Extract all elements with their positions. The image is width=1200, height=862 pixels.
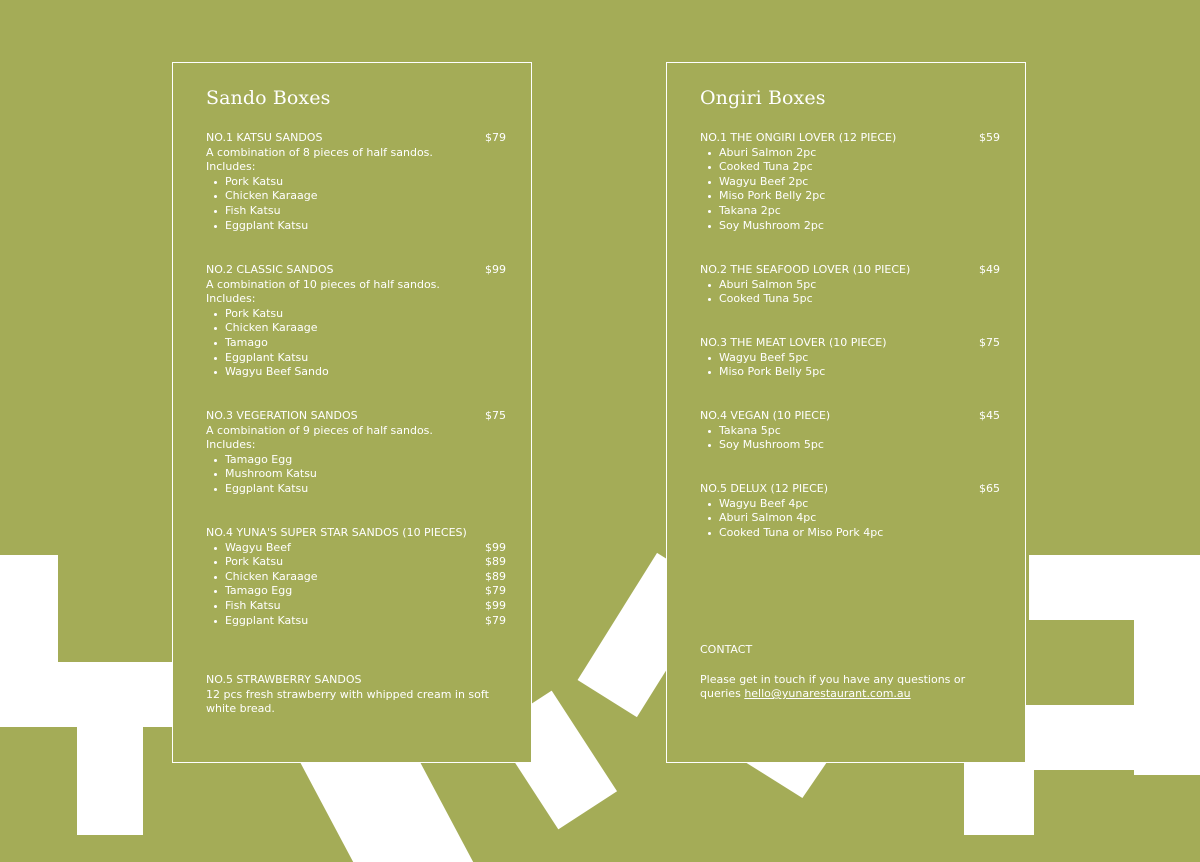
list-item xyxy=(206,614,506,629)
item-list xyxy=(700,497,1000,541)
sando-item-2 xyxy=(206,263,506,380)
item-name: NO.5 DELUX (12 PIECE) xyxy=(700,482,829,495)
item-name: NO.3 THE MEAT LOVER (10 PIECE) xyxy=(700,336,887,349)
list-item: Aburi Salmon 2pc xyxy=(700,146,1000,161)
sando-item-4 xyxy=(206,526,506,628)
list-item xyxy=(206,570,506,585)
list-item: Eggplant Katsu xyxy=(206,482,506,497)
item-list xyxy=(700,424,1000,453)
list-item: Cooked Tuna or Miso Pork 4pc xyxy=(700,526,1000,541)
sando-item-5 xyxy=(206,673,506,717)
list-item xyxy=(206,555,506,570)
list-item-price: $99 xyxy=(485,598,506,612)
ongiri-boxes-title: Ongiri Boxes xyxy=(700,87,826,109)
list-item: Wagyu Beef 2pc xyxy=(700,175,1000,190)
list-item: Chicken Karaage xyxy=(206,189,506,204)
ongiri-boxes-panel xyxy=(666,62,1026,763)
sando-item-3 xyxy=(206,409,506,497)
list-item: Chicken Karaage xyxy=(206,321,506,336)
list-item: Tamago xyxy=(206,336,506,351)
item-list xyxy=(206,541,506,629)
item-price: $99 xyxy=(485,263,506,276)
item-price: $59 xyxy=(979,131,1000,144)
item-description: 12 pcs fresh strawberry with whipped cream in soft white bread. xyxy=(206,687,489,716)
sando-boxes-title: Sando Boxes xyxy=(206,87,331,109)
item-list xyxy=(700,146,1000,234)
list-item: Takana 5pc xyxy=(700,424,1000,439)
decorative-shape xyxy=(77,727,143,835)
decorative-shape xyxy=(0,662,175,727)
ongiri-item-3 xyxy=(700,336,1000,380)
list-item-price: $89 xyxy=(485,569,506,583)
list-item-price: $99 xyxy=(485,540,506,554)
list-item: Wagyu Beef 5pc xyxy=(700,351,1000,366)
item-includes-label: Includes: xyxy=(206,292,256,306)
list-item: Takana 2pc xyxy=(700,204,1000,219)
item-name: NO.4 VEGAN (10 PIECE) xyxy=(700,409,831,422)
ongiri-item-1 xyxy=(700,131,1000,233)
list-item xyxy=(206,584,506,599)
list-item: Pork Katsu xyxy=(206,175,506,190)
list-item: Wagyu Beef 4pc xyxy=(700,497,1000,512)
list-item: Eggplant Katsu xyxy=(206,351,506,366)
list-item xyxy=(206,541,506,556)
list-item-label: Pork Katsu xyxy=(225,555,284,569)
list-item-price: $79 xyxy=(485,584,506,598)
list-item: Soy Mushroom 2pc xyxy=(700,219,1000,234)
item-description: A combination of 8 pieces of half sandos. xyxy=(206,145,433,159)
item-name: NO.1 KATSU SANDOS xyxy=(206,131,323,144)
item-list xyxy=(206,175,506,233)
item-list xyxy=(700,278,1000,307)
item-includes-label: Includes: xyxy=(206,160,256,174)
ongiri-item-2 xyxy=(700,263,1000,307)
list-item: Eggplant Katsu xyxy=(206,219,506,234)
list-item-label: Tamago Egg xyxy=(225,584,293,598)
item-includes-label: Includes: xyxy=(206,438,256,452)
item-name: NO.2 THE SEAFOOD LOVER (10 PIECE) xyxy=(700,263,911,276)
list-item: Miso Pork Belly 5pc xyxy=(700,365,1000,380)
sando-item-1 xyxy=(206,131,506,233)
list-item: Fish Katsu xyxy=(206,204,506,219)
list-item-label: Eggplant Katsu xyxy=(225,613,309,627)
list-item-price: $79 xyxy=(485,613,506,627)
item-description: A combination of 10 pieces of half sandos. xyxy=(206,277,440,291)
list-item-label: Wagyu Beef xyxy=(225,540,291,554)
contact-text: Please get in touch if you have any questions or queries xyxy=(700,672,966,701)
list-item-label: Fish Katsu xyxy=(225,598,281,612)
item-list xyxy=(700,351,1000,380)
list-item: Aburi Salmon 4pc xyxy=(700,511,1000,526)
item-price: $49 xyxy=(979,263,1000,276)
list-item: Mushroom Katsu xyxy=(206,467,506,482)
sando-boxes-panel xyxy=(172,62,532,763)
list-item: Cooked Tuna 2pc xyxy=(700,160,1000,175)
list-item: Tamago Egg xyxy=(206,453,506,468)
contact-section xyxy=(700,643,1000,702)
item-price: $65 xyxy=(979,482,1000,495)
list-item xyxy=(206,599,506,614)
item-name: NO.1 THE ONGIRI LOVER (12 PIECE) xyxy=(700,131,897,144)
decorative-shape xyxy=(745,762,827,798)
item-price: $75 xyxy=(485,409,506,422)
list-item: Soy Mushroom 5pc xyxy=(700,438,1000,453)
ongiri-item-5 xyxy=(700,482,1000,540)
list-item-price: $89 xyxy=(485,555,506,569)
contact-heading: CONTACT xyxy=(700,643,753,656)
list-item: Miso Pork Belly 2pc xyxy=(700,189,1000,204)
item-name: NO.4 YUNA'S SUPER STAR SANDOS (10 PIECES) xyxy=(206,526,467,539)
item-price: $45 xyxy=(979,409,1000,422)
list-item: Wagyu Beef Sando xyxy=(206,365,506,380)
item-description: A combination of 9 pieces of half sandos. xyxy=(206,423,433,437)
item-name: NO.3 VEGERATION SANDOS xyxy=(206,409,358,422)
list-item: Aburi Salmon 5pc xyxy=(700,278,1000,293)
item-list xyxy=(206,453,506,497)
item-name: NO.5 STRAWBERRY SANDOS xyxy=(206,673,362,686)
item-name: NO.2 CLASSIC SANDOS xyxy=(206,263,334,276)
item-price: $79 xyxy=(485,131,506,144)
item-price: $75 xyxy=(979,336,1000,349)
contact-email-link[interactable]: hello@yunarestaurant.com.au xyxy=(744,687,911,701)
list-item: Cooked Tuna 5pc xyxy=(700,292,1000,307)
list-item: Pork Katsu xyxy=(206,307,506,322)
ongiri-item-4 xyxy=(700,409,1000,453)
item-list xyxy=(206,307,506,380)
decorative-shape xyxy=(300,762,473,862)
contact-text-block xyxy=(700,673,990,702)
list-item-label: Chicken Karaage xyxy=(225,569,318,583)
